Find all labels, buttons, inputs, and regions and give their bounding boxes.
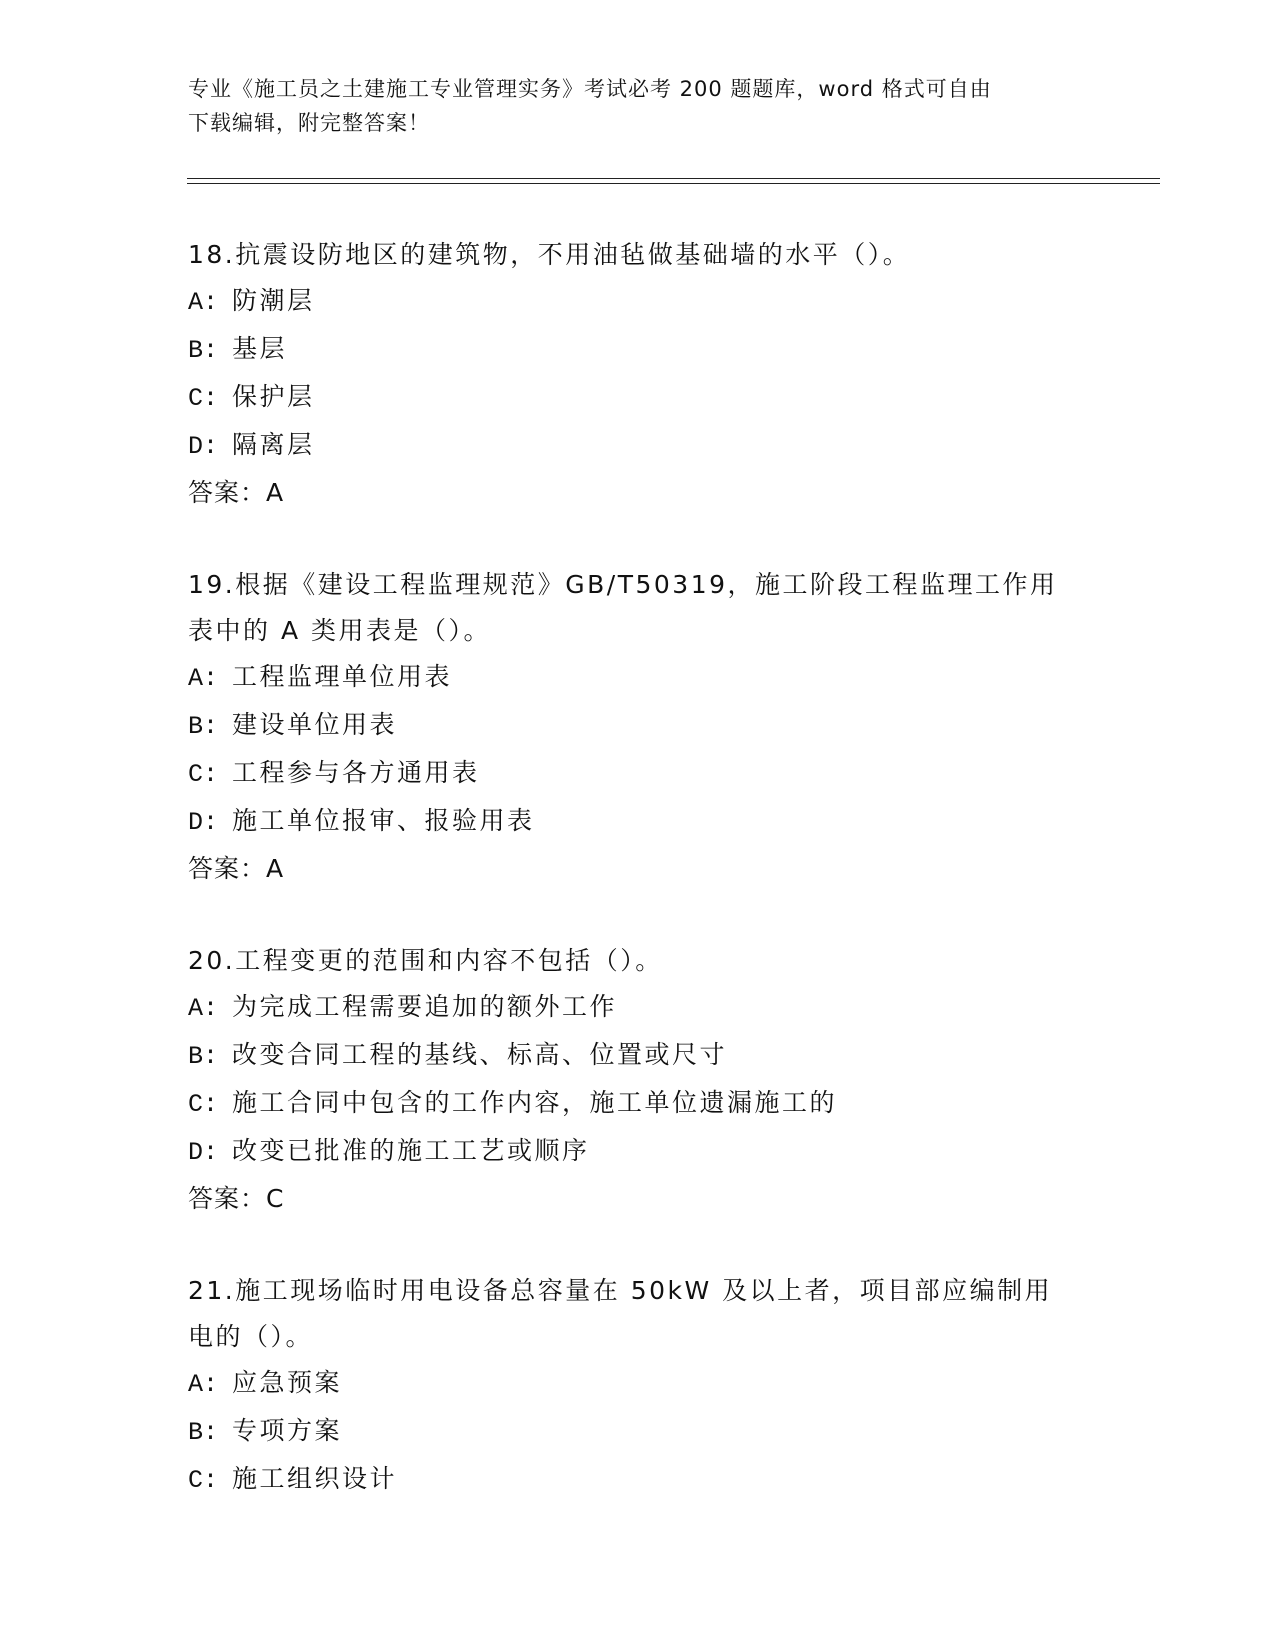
option-b: [188, 702, 1088, 750]
option-letter: C:: [188, 760, 219, 789]
question-text: 18.抗震设防地区的建筑物，不用油毡做基础墙的水平（）。: [188, 240, 911, 269]
option-letter: B:: [188, 712, 219, 741]
option-text: 工程参与各方通用表: [232, 758, 480, 787]
option-letter: A:: [188, 664, 219, 693]
option-letter: B:: [188, 1042, 219, 1071]
question-19: [188, 562, 1088, 892]
question-18: [188, 232, 1088, 516]
question-21: [188, 1268, 1088, 1504]
option-d: [188, 422, 1088, 470]
option-c: [188, 1456, 1088, 1504]
option-letter: A:: [188, 1370, 219, 1399]
option-text: 保护层: [232, 382, 315, 411]
option-b: [188, 1408, 1088, 1456]
option-a: [188, 654, 1088, 702]
option-letter: A:: [188, 994, 219, 1023]
question-text: 19.根据《建设工程监理规范》GB/T50319，施工阶段工程监理工作用 表中的 A 类用表是（）。: [188, 570, 1058, 645]
option-text: 为完成工程需要追加的额外工作: [232, 992, 618, 1021]
answer-line: 答案：C: [188, 1184, 285, 1213]
question-list: [188, 232, 1088, 1550]
answer-line: 答案：A: [188, 854, 285, 883]
option-c: [188, 374, 1088, 422]
option-letter: A:: [188, 288, 219, 317]
option-letter: B:: [188, 336, 219, 365]
document-header: 专业《施工员之土建施工专业管理实务》考试必考 200 题题库，word 格式可自由 下载编辑，附完整答案！: [188, 77, 992, 135]
option-letter: D:: [188, 808, 219, 837]
header-divider-top: [187, 178, 1160, 179]
option-b: [188, 1032, 1088, 1080]
option-text: 改变合同工程的基线、标高、位置或尺寸: [232, 1040, 728, 1069]
option-a: [188, 1360, 1088, 1408]
option-d: [188, 798, 1088, 846]
option-letter: D:: [188, 432, 219, 461]
option-text: 应急预案: [232, 1368, 343, 1397]
option-text: 隔离层: [232, 430, 315, 459]
option-d: [188, 1128, 1088, 1176]
option-text: 建设单位用表: [232, 710, 398, 739]
option-a: [188, 984, 1088, 1032]
option-letter: B:: [188, 1418, 219, 1447]
option-text: 防潮层: [232, 286, 315, 315]
question-20: [188, 938, 1088, 1222]
option-text: 施工合同中包含的工作内容，施工单位遗漏施工的: [232, 1088, 838, 1117]
option-text: 专项方案: [232, 1416, 343, 1445]
option-letter: C:: [188, 1466, 219, 1495]
option-letter: C:: [188, 1090, 219, 1119]
answer-line: 答案：A: [188, 478, 285, 507]
option-letter: C:: [188, 384, 219, 413]
question-text: 20.工程变更的范围和内容不包括（）。: [188, 946, 663, 975]
option-a: [188, 278, 1088, 326]
option-letter: D:: [188, 1138, 219, 1167]
option-text: 基层: [232, 334, 288, 363]
option-text: 改变已批准的施工工艺或顺序: [232, 1136, 590, 1165]
header-divider-bottom: [187, 183, 1160, 184]
question-text: 21.施工现场临时用电设备总容量在 50kW 及以上者，项目部应编制用 电的（）。: [188, 1276, 1053, 1351]
option-text: 施工单位报审、报验用表: [232, 806, 535, 835]
option-text: 施工组织设计: [232, 1464, 398, 1493]
option-c: [188, 750, 1088, 798]
option-c: [188, 1080, 1088, 1128]
option-text: 工程监理单位用表: [232, 662, 453, 691]
option-b: [188, 326, 1088, 374]
